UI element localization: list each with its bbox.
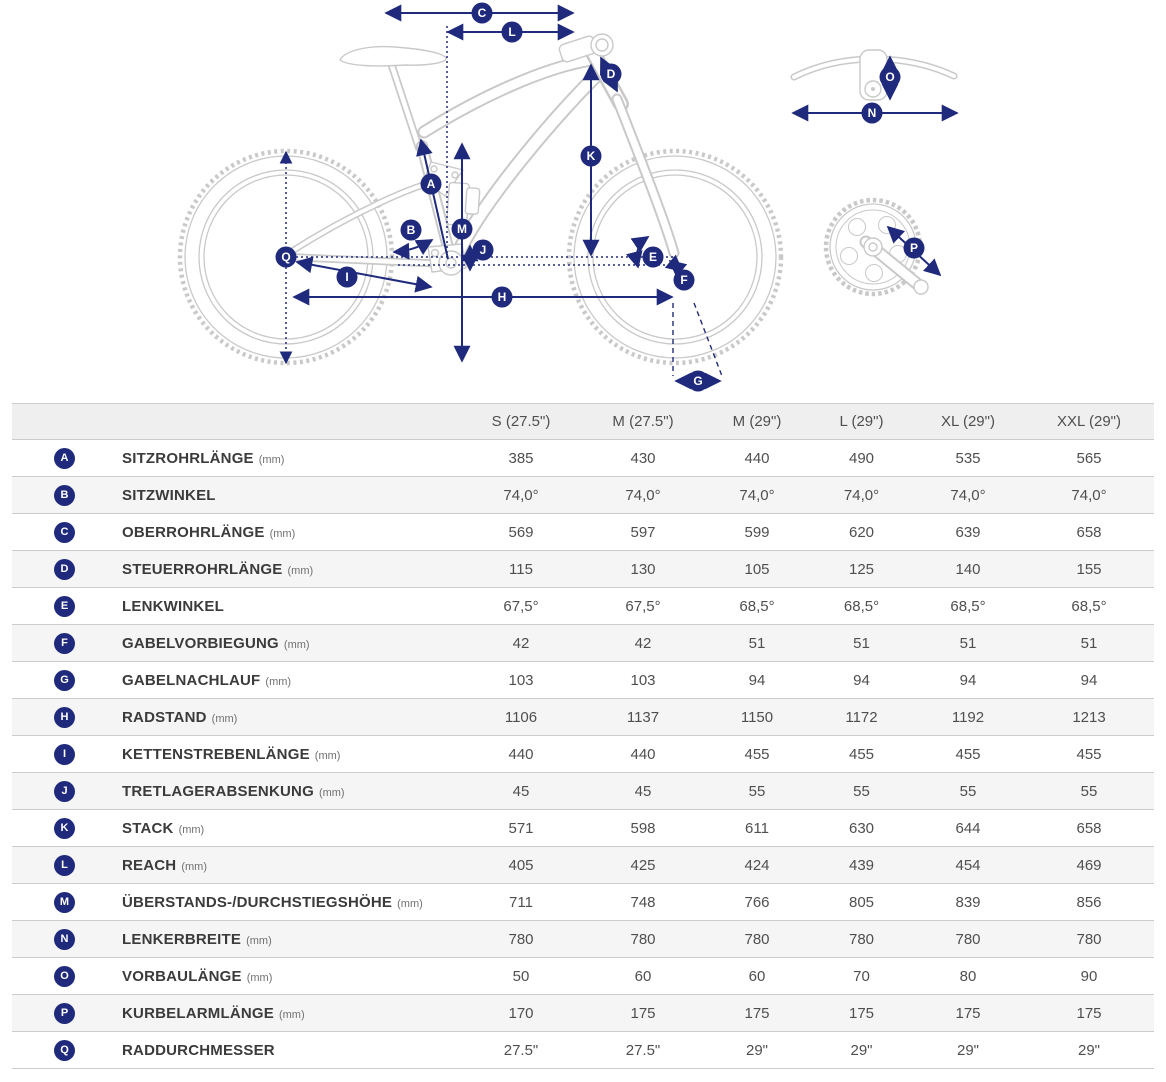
cell-value: 1213 [1072,708,1106,726]
table-row [12,698,1154,735]
cell-value: 1137 [626,708,660,726]
cell-value: 60 [748,967,766,985]
row-unit: (mm) [178,823,205,836]
cell-value: 1106 [504,708,538,726]
steering-axis-dashed [694,303,722,376]
table-row [12,846,1154,883]
table-row [12,957,1154,994]
cell-value: 839 [955,893,981,911]
bike-geometry-diagram [0,0,1166,402]
badge-M [452,219,473,240]
cell-value: 644 [955,819,981,837]
cell-value: 94 [959,671,977,689]
row-label-cell [12,440,459,476]
cell-value: 175 [744,1004,770,1022]
cell-value: 94 [1080,671,1098,689]
cell-value: 658 [1076,523,1102,541]
badge-L [502,22,523,43]
row-unit: (mm) [287,564,314,577]
cell-value: 67,5° [503,597,539,615]
svg-text:M: M [457,222,467,236]
cell-value: 115 [509,560,533,578]
row-label: GABELVORBIEGUNG (mm) [122,634,310,652]
row-key-badge: A [54,448,75,469]
row-label: REACH (mm) [122,856,207,874]
row-label-cell [12,995,459,1031]
svg-text:D: D [606,67,616,81]
badge-K [581,146,602,167]
cell-value: 565 [1076,449,1102,467]
table-header-row [12,403,1154,439]
badge-E [643,247,664,268]
cell-value: 780 [630,930,656,948]
cell-value: 571 [508,819,534,837]
svg-text:I: I [345,270,349,284]
row-label-cell [12,588,459,624]
row-key-badge: L [54,855,75,876]
row-label: TRETLAGERABSENKUNG (mm) [122,782,345,800]
svg-text:G: G [693,374,703,388]
cell-value: 175 [955,1004,981,1022]
cell-value: 535 [955,449,981,467]
cell-value: 51 [853,634,870,652]
row-label: KETTENSTREBENLÄNGE (mm) [122,745,341,763]
cell-value: 430 [630,449,656,467]
cell-value: 658 [1076,819,1102,837]
column-header: L (29") [839,413,884,430]
cell-value: 51 [1080,634,1098,652]
seattube-arrow [421,140,448,259]
cell-value: 599 [744,523,770,541]
cell-value: 597 [630,523,656,541]
cell-value: 50 [512,967,530,985]
cell-value: 155 [1076,560,1102,578]
row-unit: (mm) [283,638,310,651]
row-key-badge: B [54,485,75,506]
svg-text:J: J [479,243,487,257]
row-key-badge: F [54,633,75,654]
cell-value: 439 [848,856,875,874]
cell-value: 42 [634,634,652,652]
table-row [12,513,1154,550]
cell-value: 51 [959,634,977,652]
cell-value: 175 [630,1004,656,1022]
row-label: SITZROHRLÄNGE (mm) [122,449,285,467]
svg-text:A: A [426,177,436,191]
cell-value: 630 [848,819,875,837]
cell-value: 455 [744,745,770,763]
geometry-diagram-svg [0,0,1166,402]
row-label: KURBELARMLÄNGE (mm) [122,1004,305,1022]
badge-A [421,174,442,195]
cell-value: 74,0° [625,486,661,504]
badge-J [473,240,494,261]
row-label: VORBAULÄNGE (mm) [122,967,273,985]
cell-value: 780 [744,930,770,948]
cell-value: 455 [848,745,875,763]
table-row [12,1031,1154,1068]
cell-value: 29" [745,1041,768,1059]
cell-value: 68,5° [739,597,775,615]
table-row [12,587,1154,624]
row-label: LENKWINKEL [122,597,224,615]
table-row [12,661,1154,698]
row-label: RADSTAND (mm) [122,708,238,726]
table-row [12,624,1154,661]
row-label-cell [12,625,459,661]
cell-value: 74,0° [739,486,775,504]
row-label: STEUERROHRLÄNGE (mm) [122,560,314,578]
cell-value: 425 [630,856,656,874]
cell-value: 29" [850,1041,873,1059]
row-unit: (mm) [246,934,272,947]
cell-value: 103 [508,671,534,689]
cell-value: 74,0° [950,486,986,504]
cell-value: 780 [955,930,981,948]
row-key-badge: I [54,744,75,765]
table-row [12,735,1154,772]
column-header: M (27.5") [612,413,674,430]
cell-value: 67,5° [625,597,661,615]
badge-B [401,220,422,241]
table-row [12,883,1154,920]
cell-value: 620 [848,523,875,541]
cell-value: 569 [508,523,534,541]
cell-value: 130 [630,560,656,578]
svg-text:O: O [885,70,895,84]
row-unit: (mm) [278,1008,305,1021]
cell-value: 94 [748,671,766,689]
cell-value: 42 [512,634,530,652]
table-row [12,476,1154,513]
forkoffset-arrow [670,261,682,271]
cell-value: 780 [508,930,534,948]
cell-value: 175 [848,1004,875,1022]
row-key-badge: J [54,781,75,802]
row-label-cell [12,884,459,920]
cell-value: 440 [744,449,770,467]
row-unit: (mm) [318,786,345,799]
badge-I [337,267,358,288]
header-label-spacer [12,404,459,439]
row-label-cell [12,514,459,550]
column-header: XXL (29") [1057,413,1121,430]
cell-value: 29" [1077,1041,1100,1059]
cell-value: 74,0° [843,486,880,504]
column-header: S (27.5") [491,413,551,430]
row-unit: (mm) [211,712,238,725]
row-label: SITZWINKEL [122,486,216,504]
cell-value: 90 [1080,967,1098,985]
cell-value: 490 [848,449,875,467]
cell-value: 125 [848,560,875,578]
cell-value: 598 [630,819,656,837]
row-label-cell [12,699,459,735]
cell-value: 55 [959,782,977,800]
row-unit: (mm) [258,453,285,466]
cell-value: 440 [508,745,534,763]
row-key-badge: P [54,1003,75,1024]
cell-value: 140 [955,560,981,578]
row-label: ÜBERSTANDS-/DURCHSTIEGSHÖHE (mm) [122,893,423,911]
cell-value: 455 [955,745,981,763]
row-unit: (mm) [246,971,273,984]
cell-value: 469 [1076,856,1102,874]
cell-value: 748 [630,893,656,911]
row-unit: (mm) [181,860,207,873]
svg-text:H: H [497,290,507,304]
svg-text:E: E [648,250,658,264]
cell-value: 385 [508,449,534,467]
row-label-cell [12,810,459,846]
cell-value: 805 [848,893,875,911]
badge-G [688,371,709,392]
row-label: GABELNACHLAUF (mm) [122,671,292,689]
cell-value: 68,5° [950,597,986,615]
row-label-cell [12,1032,459,1068]
table-row [12,994,1154,1031]
svg-text:Q: Q [281,250,291,264]
cell-value: 55 [748,782,766,800]
row-key-badge: G [54,670,75,691]
cell-value: 103 [630,671,656,689]
cell-value: 639 [955,523,981,541]
row-label: LENKERBREITE (mm) [122,930,272,948]
table-row [12,809,1154,846]
row-label-cell [12,736,459,772]
row-label-cell [12,662,459,698]
row-key-badge: K [54,818,75,839]
cell-value: 74,0° [503,486,539,504]
badge-H [492,287,513,308]
cell-value: 55 [1080,782,1098,800]
cell-value: 55 [853,782,870,800]
cell-value: 70 [853,967,870,985]
cell-value: 45 [634,782,652,800]
row-key-badge: N [54,929,75,950]
row-unit: (mm) [265,675,292,688]
cell-value: 405 [508,856,534,874]
row-key-badge: O [54,966,75,987]
svg-text:P: P [909,241,919,255]
row-key-badge: M [54,892,75,913]
row-label-cell [12,847,459,883]
cell-value: 454 [955,856,981,874]
pedal-axle [914,280,928,294]
row-unit: (mm) [314,749,341,762]
cell-value: 175 [1076,1004,1102,1022]
row-label: OBERROHRLÄNGE (mm) [122,523,296,541]
cell-value: 94 [853,671,870,689]
svg-text:F: F [680,273,688,287]
geometry-table [12,403,1154,1069]
saddle [340,47,446,66]
cell-value: 1192 [951,708,985,726]
cell-value: 27.5" [503,1041,539,1059]
cell-value: 170 [508,1004,534,1022]
badge-D [601,64,622,85]
cell-value: 51 [748,634,766,652]
row-key-badge: E [54,596,75,617]
cell-value: 711 [509,893,533,911]
cell-value: 440 [630,745,656,763]
table-row [12,439,1154,476]
cell-value: 1172 [845,708,878,726]
row-key-badge: H [54,707,75,728]
row-label-cell [12,477,459,513]
cell-value: 27.5" [625,1041,661,1059]
svg-text:C: C [477,6,487,20]
cell-value: 29" [956,1041,979,1059]
table-row [12,550,1154,587]
row-label-cell [12,958,459,994]
badge-C [472,3,493,24]
row-key-badge: D [54,559,75,580]
badge-P [904,238,925,259]
cell-value: 105 [744,560,770,578]
row-key-badge: C [54,522,75,543]
row-unit: (mm) [269,527,296,540]
handlebar-top-view [794,50,954,100]
row-label-cell [12,921,459,957]
row-label-cell [12,773,459,809]
seatangle-arc [394,240,432,252]
cell-value: 455 [1076,745,1102,763]
badge-Q [276,247,297,268]
cell-value: 74,0° [1071,486,1107,504]
cell-value: 1150 [740,708,774,726]
cell-value: 856 [1076,893,1102,911]
svg-text:B: B [406,223,416,237]
row-unit: (mm) [397,897,423,910]
cell-value: 766 [744,893,770,911]
column-header: XL (29") [941,413,995,430]
cell-value: 424 [744,856,770,874]
svg-text:L: L [508,25,516,39]
row-label: RADDURCHMESSER [122,1041,275,1059]
svg-text:K: K [586,149,596,163]
cell-value: 68,5° [1071,597,1107,615]
badge-F [674,270,695,291]
cell-value: 80 [959,967,977,985]
cell-value: 45 [512,782,530,800]
badge-O [880,67,901,88]
table-row [12,920,1154,957]
cell-value: 60 [634,967,652,985]
svg-text:N: N [867,106,877,120]
row-label-cell [12,551,459,587]
row-label: STACK (mm) [122,819,205,837]
badge-N [862,103,883,124]
cell-value: 68,5° [843,597,880,615]
cell-value: 611 [745,819,769,837]
row-key-badge: Q [54,1040,75,1061]
column-header: M (29") [732,413,782,430]
cell-value: 780 [1076,930,1102,948]
table-row [12,772,1154,809]
cell-value: 780 [848,930,875,948]
